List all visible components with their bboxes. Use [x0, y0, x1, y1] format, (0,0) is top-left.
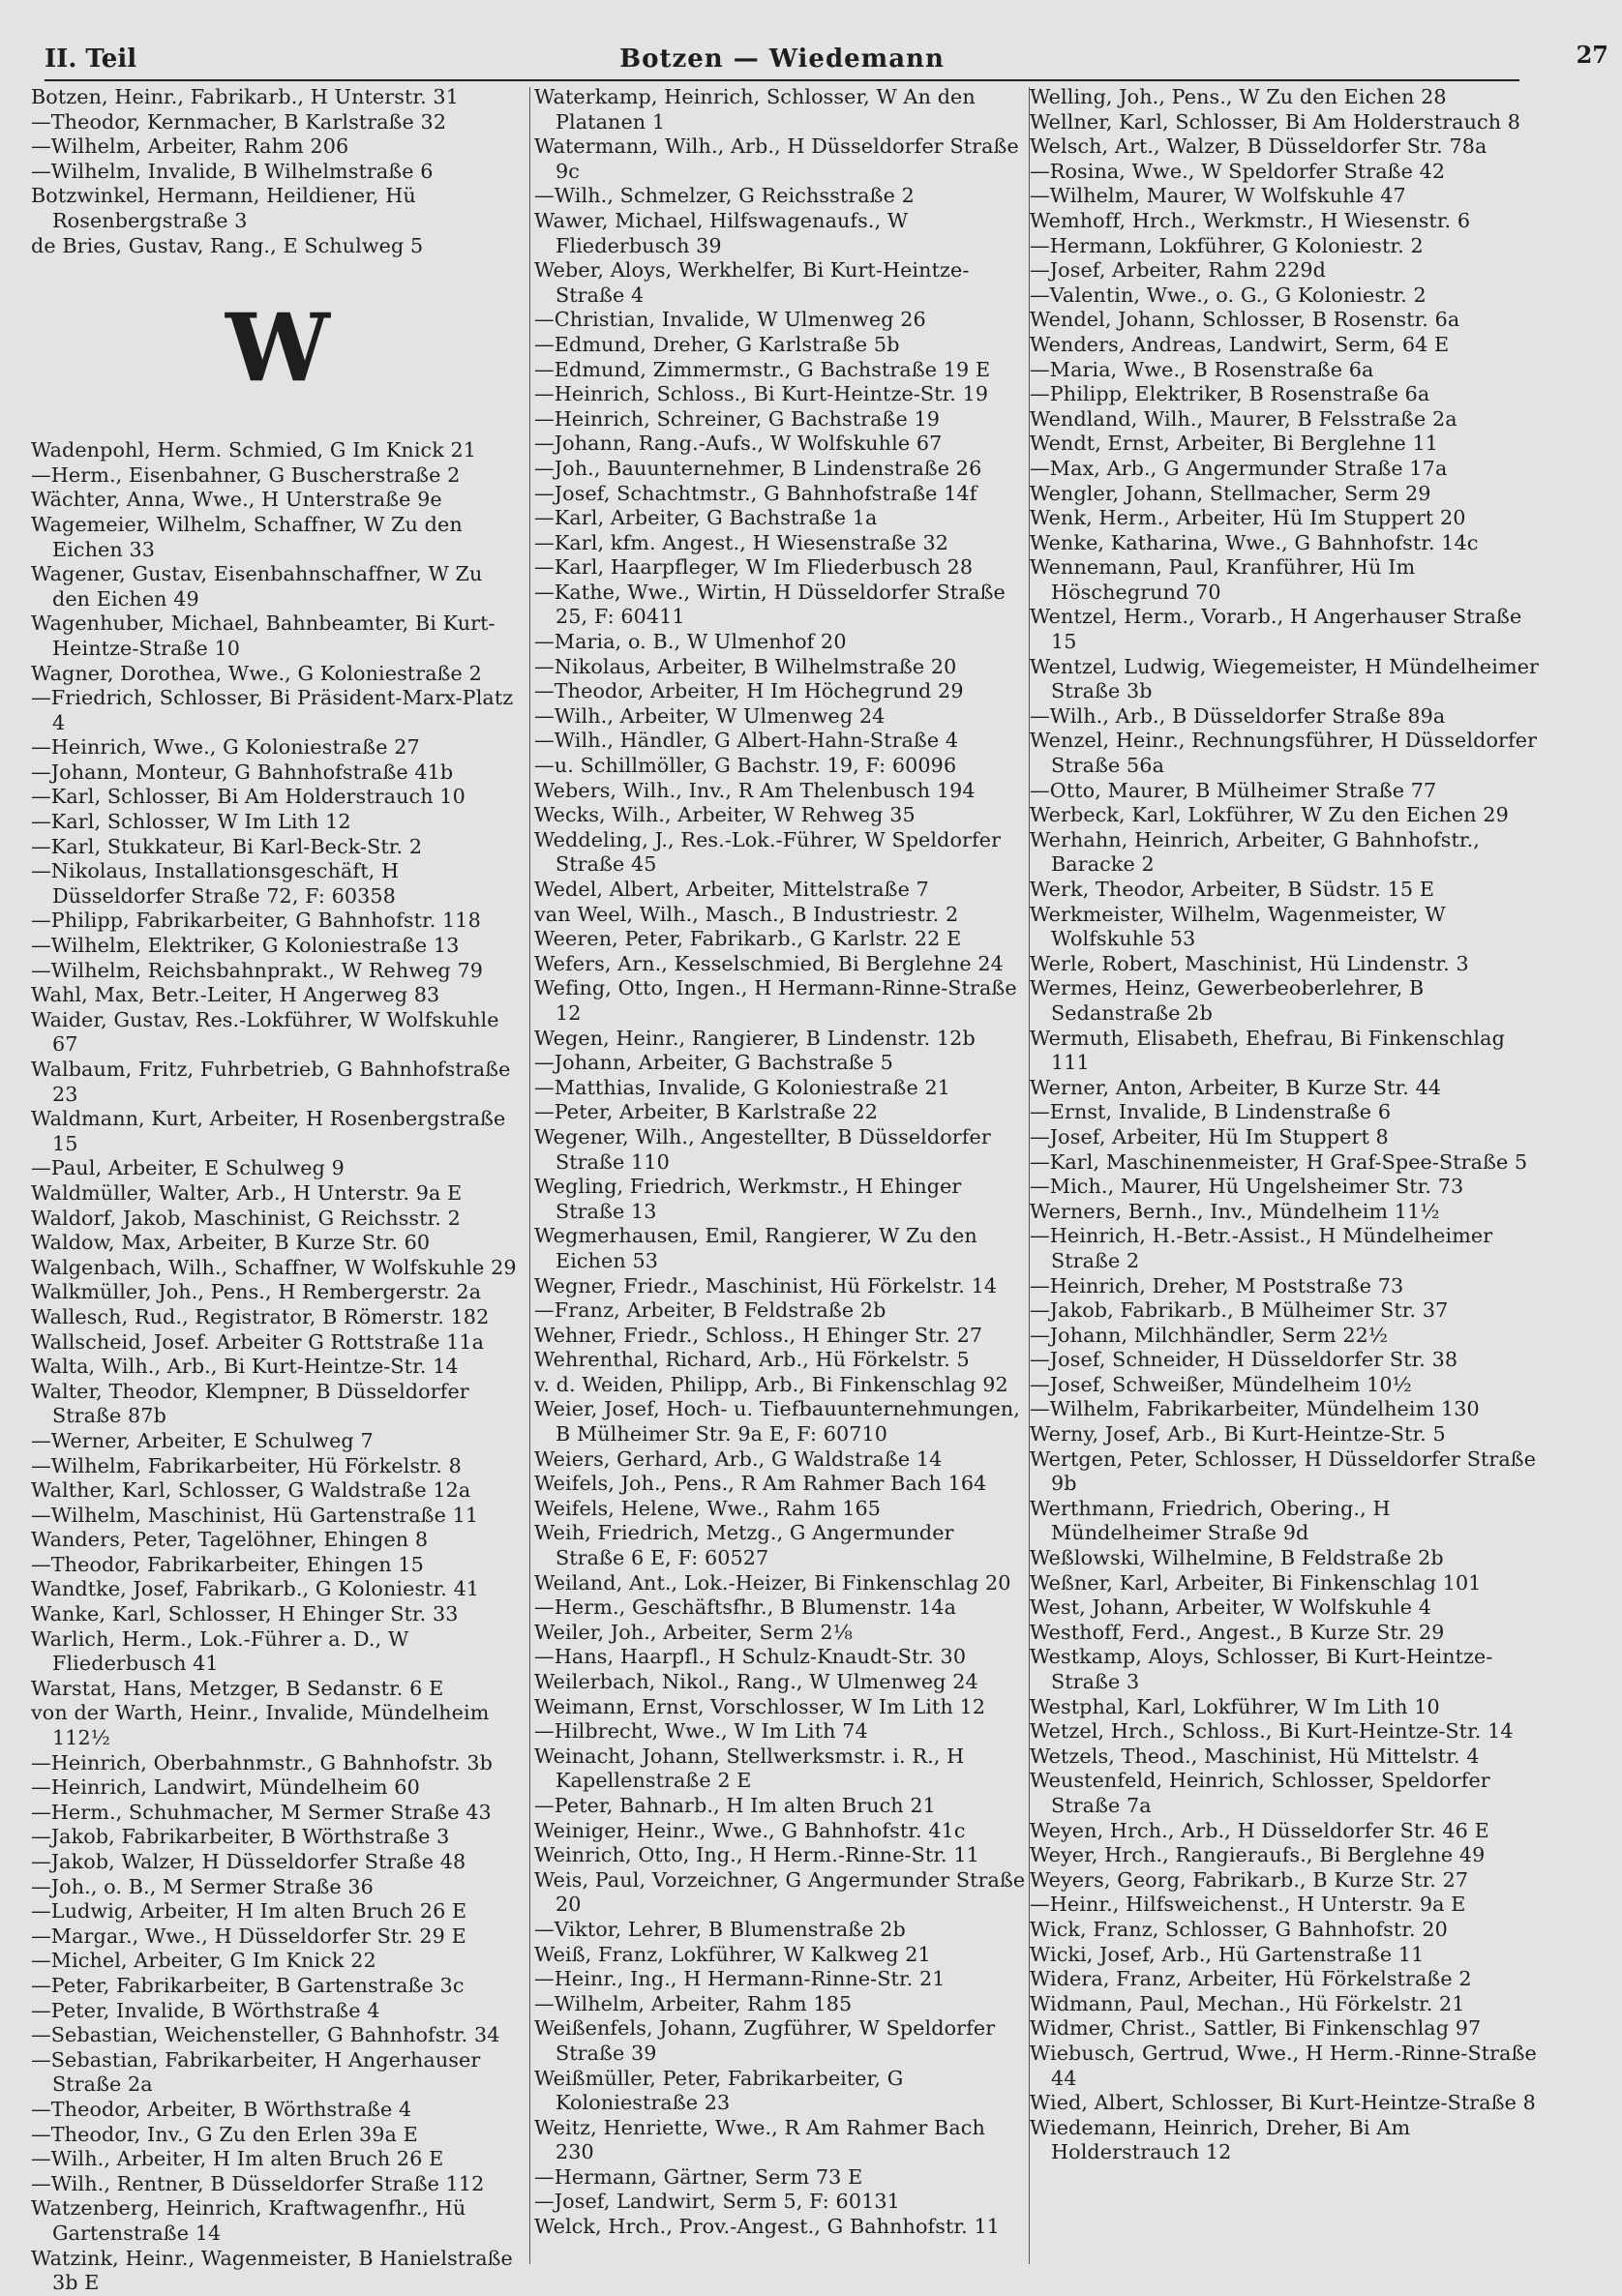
directory-entry: —Heinrich, Schloss., Bi Kurt-Heintze-Str. 19: [534, 382, 989, 406]
directory-entry: —Heinrich, Dreher, M Poststraße 73: [1030, 1273, 1404, 1297]
directory-entry: Waldow, Max, Arbeiter, B Kurze Str. 60: [31, 1231, 431, 1255]
directory-entry: Werhahn, Heinrich, Arbeiter, G Bahnhofstr., Baracke 2: [1030, 827, 1480, 877]
directory-entry: Wallesch, Rud., Registrator, B Römerstr. 182: [31, 1304, 490, 1328]
directory-entry: Wengler, Johann, Stellmacher, Serm 29: [1030, 481, 1431, 505]
directory-entry: Weih, Friedrich, Metzg., G Angermunder Straße 6 E, F: 60527: [534, 1521, 954, 1570]
directory-entry: Weustenfeld, Heinrich, Schlosser, Speldorfer Straße 7a: [1030, 1769, 1490, 1817]
directory-entry: —Friedrich, Schlosser, Bi Präsident-Marx-Platz 4: [31, 686, 514, 734]
directory-entry: Wertgen, Peter, Schlosser, H Düsseldorfer Straße 9b: [1030, 1446, 1537, 1496]
directory-entry: Wegner, Friedr., Maschinist, Hü Förkelstr. 14: [534, 1273, 998, 1297]
directory-entry: van Weel, Wilh., Masch., B Industriestr. 2: [534, 902, 959, 926]
directory-entry: —Josef, Landwirt, Serm 5, F: 60131: [534, 2190, 900, 2214]
directory-entry: —Margar., Wwe., H Düsseldorfer Str. 29 E: [31, 1923, 466, 1948]
directory-entry: —Peter, Fabrikarbeiter, B Gartenstraße 3c: [31, 1973, 465, 1997]
directory-entry: Wendland, Wilh., Maurer, B Felsstraße 2a: [1030, 406, 1457, 431]
directory-entry: von der Warth, Heinr., Invalide, Mündelheim 112½: [31, 1701, 490, 1750]
directory-entry: Waterkamp, Heinrich, Schlosser, W An den Platanen 1: [534, 85, 976, 134]
directory-entry: Wandtke, Josef, Fabrikarb., G Koloniestr. 41: [31, 1577, 480, 1601]
directory-entry: Widmann, Paul, Mechan., Hü Förkelstr. 21: [1030, 1991, 1465, 2015]
directory-entry: —u. Schillmöller, G Bachstr. 19, F: 60096: [534, 754, 957, 778]
directory-entry: Weeren, Peter, Fabrikarb., G Karlstr. 22 E: [534, 927, 962, 951]
directory-entry: Weimann, Ernst, Vorschlosser, W Im Lith 12: [534, 1694, 986, 1718]
directory-entry: Weyer, Hrch., Rangieraufs., Bi Berglehne 49: [1030, 1843, 1486, 1867]
directory-entry: Warlich, Herm., Lok.-Führer a. D., W Fliederbusch 41: [31, 1626, 409, 1676]
page-header: [45, 41, 1608, 81]
directory-entry: Wennemann, Paul, Kranführer, Hü Im Höschegrund 70: [1030, 555, 1416, 604]
directory-entry: —Wilhelm, Fabrikarbeiter, Hü Förkelstr. 8: [31, 1453, 462, 1477]
directory-entry: —Wilhelm, Arbeiter, Rahm 185: [534, 1991, 853, 2015]
directory-entry: —Josef, Arbeiter, Rahm 229d: [1030, 258, 1326, 283]
directory-entry: —Heinr., Ing., H Hermann-Rinne-Str. 21: [534, 1967, 946, 1991]
directory-entry: Weyers, Georg, Fabrikarb., B Kurze Str. 27: [1030, 1867, 1469, 1892]
directory-entry: Werk, Theodor, Arbeiter, B Südstr. 15 E: [1030, 878, 1435, 901]
directory-entry: Watzink, Heinr., Wagenmeister, B Hanielstraße 3b E: [31, 2246, 513, 2295]
directory-entry: Widera, Franz, Arbeiter, Hü Förkelstraße 2: [1030, 1967, 1472, 1991]
directory-entry: Botzwinkel, Hermann, Heildiener, Hü Rosenbergstraße 3: [31, 184, 416, 232]
directory-entry: —Wilh., Rentner, B Düsseldorfer Straße 112: [31, 2171, 485, 2195]
directory-entry: —Heinrich, Landwirt, Mündelheim 60: [31, 1775, 420, 1800]
directory-entry: —Edmund, Zimmermstr., G Bachstraße 19 E: [534, 357, 991, 381]
directory-entry: —Heinrich, H.-Betr.-Assist., H Mündelheimer Straße 2: [1030, 1224, 1493, 1272]
directory-entry: Wanke, Karl, Schlosser, H Ehinger Str. 33: [31, 1602, 459, 1626]
page-number: 27: [1576, 41, 1608, 69]
directory-entry: Wahl, Max, Betr.-Leiter, H Angerweg 83: [31, 983, 440, 1007]
directory-entry: —Matthias, Invalide, G Koloniestraße 21: [534, 1075, 950, 1099]
directory-entry: —Nikolaus, Arbeiter, B Wilhelmstraße 20: [534, 654, 957, 678]
directory-entry: —Johann, Rang.-Aufs., W Wolfskuhle 67: [534, 432, 943, 456]
directory-entry: —Heinr., Hilfsweichenst., H Unterstr. 9a E: [1030, 1893, 1466, 1917]
directory-entry: —Sebastian, Weichensteller, G Bahnhofstr. 34: [31, 2023, 500, 2047]
directory-entry: Werbeck, Karl, Lokführer, W Zu den Eichen 29: [1030, 803, 1509, 827]
directory-entry: —Theodor, Fabrikarbeiter, Ehingen 15: [31, 1552, 424, 1576]
directory-entry: —Heinrich, Oberbahnmstr., G Bahnhofstr. 3b: [31, 1750, 493, 1774]
directory-entry: Wagner, Dorothea, Wwe., G Koloniestraße 2: [31, 661, 482, 685]
directory-entry: —Edmund, Dreher, G Karlstraße 5b: [534, 332, 900, 356]
directory-entry: Weiland, Ant., Lok.-Heizer, Bi Finkenschlag 20: [534, 1570, 1011, 1595]
column-2: [534, 85, 1026, 2240]
directory-entry: Weiß, Franz, Lokführer, W Kalkweg 21: [534, 1942, 931, 1966]
directory-entry: Waldorf, Jakob, Maschinist, G Reichsstr. 2: [31, 1206, 461, 1230]
directory-entry: Wenzel, Heinr., Rechnungsführer, H Düsseldorfer Straße 56a: [1030, 729, 1538, 778]
directory-entry: Wenk, Herm., Arbeiter, Hü Im Stuppert 20: [1030, 506, 1466, 530]
directory-entry: Wegen, Heinr., Rangierer, B Lindenstr. 12b: [534, 1026, 976, 1050]
directory-entry: —Jakob, Walzer, H Düsseldorfer Straße 48: [31, 1850, 466, 1873]
part-label: II. Teil: [45, 45, 137, 74]
directory-entry: Waider, Gustav, Res.-Lokführer, W Wolfskuhle 67: [31, 1007, 499, 1057]
directory-entry: Wermuth, Elisabeth, Ehefrau, Bi Finkenschlag 111: [1030, 1026, 1505, 1075]
directory-entry: Wermes, Heinz, Gewerbeoberlehrer, B Sedanstraße 2b: [1030, 976, 1425, 1025]
directory-entry: —Wilhelm, Maschinist, Hü Gartenstraße 11: [31, 1503, 479, 1527]
entries-w: [31, 438, 525, 2296]
directory-entry: —Theodor, Arbeiter, H Im Höchegrund 29: [534, 679, 964, 703]
directory-entry: —Theodor, Inv., G Zu den Erlen 39a E: [31, 2122, 418, 2146]
directory-entry: —Philipp, Elektriker, B Rosenstraße 6a: [1030, 382, 1430, 406]
directory-entry: Wicki, Josef, Arb., Hü Gartenstraße 11: [1030, 1942, 1425, 1966]
directory-entry: Welsch, Art., Walzer, B Düsseldorfer Str. 78a: [1030, 134, 1487, 159]
directory-entry: —Johann, Arbeiter, G Bachstraße 5: [534, 1051, 893, 1075]
directory-entry: Wegmerhausen, Emil, Rangierer, W Zu den Eichen 53: [534, 1224, 977, 1272]
directory-entry: —Mich., Maurer, Hü Ungelsheimer Str. 73: [1030, 1175, 1464, 1199]
directory-entry: Webers, Wilh., Inv., R Am Thelenbusch 194: [534, 778, 976, 802]
directory-entry: Walkmüller, Joh., Pens., H Rembergerstr. 2a: [31, 1280, 482, 1304]
directory-entry: Watermann, Wilh., Arb., H Düsseldorfer Straße 9c: [534, 134, 1019, 183]
directory-entry: —Wilh., Schmelzer, G Reichsstraße 2: [534, 184, 915, 208]
directory-entry: Weßlowski, Wilhelmine, B Feldstraße 2b: [1030, 1546, 1444, 1570]
directory-entry: Wächter, Anna, Wwe., H Unterstraße 9e: [31, 488, 442, 512]
directory-entry: Weiniger, Heinr., Wwe., G Bahnhofstr. 41c: [534, 1818, 966, 1842]
directory-entry: Weißenfels, Johann, Zugführer, W Speldorfer Straße 39: [534, 2016, 996, 2065]
directory-entry: —Peter, Bahnarb., H Im alten Bruch 21: [534, 1793, 936, 1817]
directory-entry: Walter, Theodor, Klempner, B Düsseldorfer Straße 87b: [31, 1379, 469, 1428]
directory-entry: Westkamp, Aloys, Schlosser, Bi Kurt-Heintze-Straße 3: [1030, 1645, 1493, 1693]
directory-entry: —Karl, Maschinenmeister, H Graf-Spee-Straße 5: [1030, 1149, 1528, 1174]
directory-entry: —Rosina, Wwe., W Speldorfer Straße 42: [1030, 159, 1446, 183]
directory-entry: —Peter, Invalide, B Wörthstraße 4: [31, 1998, 380, 2022]
directory-entry: —Joh., Bauunternehmer, B Lindenstraße 26: [534, 456, 982, 480]
directory-entry: de Bries, Gustav, Rang., E Schulweg 5: [31, 233, 424, 257]
directory-entry: —Christian, Invalide, W Ulmenweg 26: [534, 308, 926, 332]
directory-entry: —Maria, o. B., W Ulmenhof 20: [534, 630, 847, 654]
directory-entry: Werner, Anton, Arbeiter, B Kurze Str. 44: [1030, 1075, 1442, 1099]
directory-entry: Wefing, Otto, Ingen., H Hermann-Rinne-Straße 12: [534, 976, 1017, 1025]
name-range: Botzen — Wiedemann: [619, 45, 945, 74]
directory-entry: Wentzel, Herm., Vorarb., H Angerhauser Straße 15: [1030, 605, 1522, 654]
directory-entry: Westphal, Karl, Lokführer, W Im Lith 10: [1030, 1694, 1440, 1718]
directory-entry: —Theodor, Kernmacher, B Karlstraße 32: [31, 109, 447, 134]
directory-entry: Wedel, Albert, Arbeiter, Mittelstraße 7: [534, 878, 929, 901]
directory-entry: Wegling, Friedrich, Werkmstr., H Ehinger Straße 13: [534, 1175, 962, 1223]
column-3: [1030, 85, 1547, 2165]
directory-entry: Wemhoff, Hrch., Werkmstr., H Wiesenstr. 6: [1030, 208, 1471, 232]
directory-entry: —Wilh., Arb., B Düsseldorfer Straße 89a: [1030, 703, 1446, 728]
directory-entry: Wetzel, Hrch., Schloss., Bi Kurt-Heintze-Str. 14: [1030, 1719, 1514, 1744]
directory-entry: Wenke, Katharina, Wwe., G Bahnhofstr. 14c: [1030, 530, 1479, 554]
directory-entry: Weinacht, Johann, Stellwerksmstr. i. R., H Kapellenstraße 2 E: [534, 1744, 965, 1793]
directory-entry: —Johann, Milchhändler, Serm 22½: [1030, 1323, 1389, 1347]
directory-entry: —Herm., Geschäftsfhr., B Blumenstr. 14a: [534, 1595, 957, 1620]
entries: [534, 85, 1026, 2240]
directory-entry: Weber, Aloys, Werkhelfer, Bi Kurt-Heintze-Straße 4: [534, 258, 970, 307]
directory-entry: Watzenberg, Heinrich, Kraftwagenfhr., Hü Gartenstraße 14: [31, 2196, 466, 2245]
directory-entry: Wehner, Friedr., Schloss., H Ehinger Str. 27: [534, 1323, 983, 1347]
directory-entry: Walta, Wilh., Arb., Bi Kurt-Heintze-Str. 14: [31, 1355, 459, 1379]
directory-entry: —Michel, Arbeiter, G Im Knick 22: [31, 1949, 376, 1973]
directory-entry: —Wilhelm, Fabrikarbeiter, Mündelheim 130: [1030, 1397, 1480, 1421]
directory-entry: Weinrich, Otto, Ing., H Herm.-Rinne-Str. 11: [534, 1843, 979, 1867]
directory-entry: —Sebastian, Fabrikarbeiter, H Angerhauser Straße 2a: [31, 2047, 481, 2097]
directory-entry: —Paul, Arbeiter, E Schulweg 9: [31, 1156, 345, 1180]
directory-entry: —Karl, Arbeiter, G Bachstraße 1a: [534, 506, 878, 530]
directory-entry: West, Johann, Arbeiter, W Wolfskuhle 4: [1030, 1595, 1431, 1620]
directory-entry: Wagener, Gustav, Eisenbahnschaffner, W Zu den Eichen 49: [31, 562, 483, 611]
directory-entry: —Josef, Schneider, H Düsseldorfer Str. 38: [1030, 1348, 1458, 1372]
directory-entry: —Herm., Eisenbahner, G Buscherstraße 2: [31, 462, 461, 487]
directory-entry: —Josef, Schachtmstr., G Bahnhofstraße 14f: [534, 481, 977, 505]
directory-entry: —Wilhelm, Maurer, W Wolfskuhle 47: [1030, 184, 1406, 208]
entries-v: [31, 85, 525, 258]
directory-entry: Walbaum, Fritz, Fuhrbetrieb, G Bahnhofstraße 23: [31, 1058, 511, 1106]
directory-entry: —Ernst, Invalide, B Lindenstraße 6: [1030, 1100, 1392, 1124]
directory-entry: —Hans, Haarpfl., H Schulz-Knaudt-Str. 30: [534, 1645, 967, 1669]
directory-entry: Wefers, Arn., Kesselschmied, Bi Berglehne 24: [534, 951, 1004, 975]
directory-entry: —Wilhelm, Arbeiter, Rahm 206: [31, 134, 349, 159]
directory-entry: Weddeling, J., Res.-Lok.-Führer, W Speldorfer Straße 45: [534, 827, 1002, 877]
directory-entry: Botzen, Heinr., Fabrikarb., H Unterstr. 31: [31, 85, 459, 108]
directory-entry: Wied, Albert, Schlosser, Bi Kurt-Heintze-Straße 8: [1030, 2091, 1536, 2115]
directory-entry: Werny, Josef, Arb., Bi Kurt-Heintze-Str. 5: [1030, 1422, 1446, 1446]
directory-entry: Wenders, Andreas, Landwirt, Serm, 64 E: [1030, 332, 1450, 356]
section-letter: W: [225, 293, 330, 403]
directory-entry: Weiler, Joh., Arbeiter, Serm 2⅛: [534, 1620, 853, 1644]
directory-entry: —Kathe, Wwe., Wirtin, H Düsseldorfer Straße 25, F: 60411: [534, 580, 1006, 629]
column-1: [31, 85, 525, 2296]
directory-entry: Wawer, Michael, Hilfswagenaufs., W Fliederbusch 39: [534, 208, 909, 257]
directory-entry: —Ludwig, Arbeiter, H Im alten Bruch 26 E: [31, 1899, 467, 1923]
directory-entry: Wehrenthal, Richard, Arb., Hü Förkelstr. 5: [534, 1348, 970, 1372]
directory-entry: —Johann, Monteur, G Bahnhofstraße 41b: [31, 760, 454, 784]
directory-entry: —Werner, Arbeiter, E Schulweg 7: [31, 1428, 374, 1452]
directory-entry: v. d. Weiden, Philipp, Arb., Bi Finkenschlag 92: [534, 1372, 1008, 1396]
directory-entry: Weyen, Hrch., Arb., H Düsseldorfer Str. 46 E: [1030, 1818, 1489, 1842]
directory-entry: Warstat, Hans, Metzger, B Sedanstr. 6 E: [31, 1676, 444, 1700]
directory-entry: —Wilh., Händler, G Albert-Hahn-Straße 4: [534, 729, 959, 753]
directory-entry: Wentzel, Ludwig, Wiegemeister, H Mündelheimer Straße 3b: [1030, 654, 1540, 703]
directory-entry: Weis, Paul, Vorzeichner, G Angermunder Straße 20: [534, 1867, 1026, 1917]
directory-entry: Widmer, Christ., Sattler, Bi Finkenschlag 97: [1030, 2016, 1482, 2041]
directory-entry: —Karl, Haarpfleger, W Im Fliederbusch 28: [534, 555, 974, 580]
directory-entry: Werners, Bernh., Inv., Mündelheim 11½: [1030, 1199, 1440, 1223]
directory-entry: —Wilh., Arbeiter, H Im alten Bruch 26 E: [31, 2147, 444, 2171]
directory-entry: —Joh., o. B., M Sermer Straße 36: [31, 1874, 374, 1898]
directory-entry: —Karl, Schlosser, Bi Am Holderstrauch 10: [31, 785, 466, 809]
directory-entry: —Wilhelm, Invalide, B Wilhelmstraße 6: [31, 159, 434, 183]
directory-entry: —Hilbrecht, Wwe., W Im Lith 74: [534, 1719, 868, 1744]
column-divider: [529, 87, 530, 2264]
directory-entry: Werkmeister, Wilhelm, Wagenmeister, W Wolfskuhle 53: [1030, 902, 1446, 951]
entries: [1030, 85, 1547, 2165]
directory-entry: Wegener, Wilh., Angestellter, B Düsseldorfer Straße 110: [534, 1124, 991, 1174]
directory-entry: Walgenbach, Wilh., Schaffner, W Wolfskuhle 29: [31, 1255, 517, 1279]
directory-entry: —Maria, Wwe., B Rosenstraße 6a: [1030, 357, 1374, 381]
directory-entry: Weißmüller, Peter, Fabrikarbeiter, G Koloniestraße 23: [534, 2066, 904, 2115]
directory-entry: Wagenhuber, Michael, Bahnbeamter, Bi Kurt-Heintze-Straße 10: [31, 611, 496, 660]
directory-entry: Werle, Robert, Maschinist, Hü Lindenstr. 3: [1030, 951, 1469, 975]
directory-entry: Westhoff, Ferd., Angest., B Kurze Str. 29: [1030, 1620, 1445, 1644]
directory-entry: Welling, Joh., Pens., W Zu den Eichen 28: [1030, 85, 1447, 108]
directory-entry: —Hermann, Lokführer, G Koloniestr. 2: [1030, 233, 1424, 257]
directory-entry: Waldmann, Kurt, Arbeiter, H Rosenbergstraße 15: [31, 1107, 506, 1155]
directory-entry: Weifels, Joh., Pens., R Am Rahmer Bach 164: [534, 1472, 987, 1496]
directory-entry: —Theodor, Arbeiter, B Wörthstraße 4: [31, 2097, 412, 2121]
directory-entry: Weifels, Helene, Wwe., Rahm 165: [534, 1496, 882, 1520]
directory-entry: Wetzels, Theod., Maschinist, Hü Mittelstr. 4: [1030, 1744, 1480, 1768]
directory-entry: Wadenpohl, Herm. Schmied, G Im Knick 21: [31, 438, 477, 462]
directory-entry: —Wilh., Arbeiter, W Ulmenweg 24: [534, 703, 886, 728]
directory-entry: Wendt, Ernst, Arbeiter, Bi Berglehne 11: [1030, 432, 1439, 456]
directory-entry: —Valentin, Wwe., o. G., G Koloniestr. 2: [1030, 283, 1427, 307]
directory-entry: Weier, Josef, Hoch- u. Tiefbauunternehmungen, B Mülheimer Str. 9a E, F: 60710: [534, 1397, 1020, 1446]
directory-entry: Wanders, Peter, Tagelöhner, Ehingen 8: [31, 1528, 429, 1552]
directory-entry: Weßner, Karl, Arbeiter, Bi Finkenschlag 101: [1030, 1570, 1482, 1595]
directory-entry: Wick, Franz, Schlosser, G Bahnhofstr. 20: [1030, 1917, 1448, 1941]
directory-entry: Wallscheid, Josef. Arbeiter G Rottstraße 11a: [31, 1329, 485, 1354]
directory-entry: —Nikolaus, Installationsgeschäft, H Düsseldorfer Straße 72, F: 60358: [31, 859, 400, 908]
directory-entry: —Karl, Stukkateur, Bi Karl-Beck-Str. 2: [31, 834, 423, 858]
directory-entry: Wecks, Wilh., Arbeiter, W Rehweg 35: [534, 803, 916, 827]
directory-entry: Walther, Karl, Schlosser, G Waldstraße 12a: [31, 1478, 471, 1503]
directory-entry: —Hermann, Gärtner, Serm 73 E: [534, 2164, 863, 2189]
directory-entry: —Heinrich, Wwe., G Koloniestraße 27: [31, 735, 420, 760]
directory-entry: —Heinrich, Schreiner, G Bachstraße 19: [534, 406, 941, 431]
directory-entry: —Josef, Arbeiter, Hü Im Stuppert 8: [1030, 1124, 1389, 1148]
directory-entry: —Wilhelm, Reichsbahnprakt., W Rehweg 79: [31, 958, 483, 982]
directory-entry: —Jakob, Fabrikarb., B Mülheimer Str. 37: [1030, 1298, 1449, 1323]
directory-entry: —Karl, Schlosser, W Im Lith 12: [31, 810, 351, 834]
directory-entry: —Jakob, Fabrikarbeiter, B Wörthstraße 3: [31, 1825, 450, 1849]
directory-entry: Wagemeier, Wilhelm, Schaffner, W Zu den Eichen 33: [31, 512, 463, 561]
directory-entry: Weitz, Henriette, Wwe., R Am Rahmer Bach 230: [534, 2115, 985, 2164]
directory-entry: Werthmann, Friedrich, Obering., H Mündelheimer Straße 9d: [1030, 1496, 1391, 1545]
directory-entry: —Viktor, Lehrer, B Blumenstraße 2b: [534, 1917, 906, 1941]
directory-entry: —Max, Arb., G Angermunder Straße 17a: [1030, 456, 1448, 480]
directory-entry: Wendel, Johann, Schlosser, B Rosenstr. 6a: [1030, 308, 1460, 332]
directory-entry: —Wilhelm, Elektriker, G Koloniestraße 13: [31, 934, 460, 958]
directory-entry: —Peter, Arbeiter, B Karlstraße 22: [534, 1100, 878, 1124]
directory-entry: Wiedemann, Heinrich, Dreher, Bi Am Holderstrauch 12: [1030, 2115, 1411, 2164]
directory-entry: Wiebusch, Gertrud, Wwe., H Herm.-Rinne-Straße 44: [1030, 2041, 1537, 2090]
directory-entry: Wellner, Karl, Schlosser, Bi Am Holderstrauch 8: [1030, 109, 1521, 134]
directory-entry: Weilerbach, Nikol., Rang., W Ulmenweg 24: [534, 1670, 978, 1693]
directory-entry: —Karl, kfm. Angest., H Wiesenstraße 32: [534, 530, 948, 554]
directory-entry: —Philipp, Fabrikarbeiter, G Bahnhofstr. 118: [31, 909, 481, 933]
directory-entry: —Josef, Schweißer, Mündelheim 10½: [1030, 1372, 1412, 1396]
directory-entry: —Herm., Schuhmacher, M Sermer Straße 43: [31, 1800, 492, 1824]
directory-entry: —Franz, Arbeiter, B Feldstraße 2b: [534, 1298, 886, 1323]
directory-entry: Waldmüller, Walter, Arb., H Unterstr. 9a E: [31, 1180, 463, 1205]
directory-entry: Weiers, Gerhard, Arb., G Waldstraße 14: [534, 1446, 943, 1471]
directory-entry: —Otto, Maurer, B Mülheimer Straße 77: [1030, 778, 1437, 802]
directory-entry: Welck, Hrch., Prov.-Angest., G Bahnhofstr. 11: [534, 2215, 1000, 2239]
